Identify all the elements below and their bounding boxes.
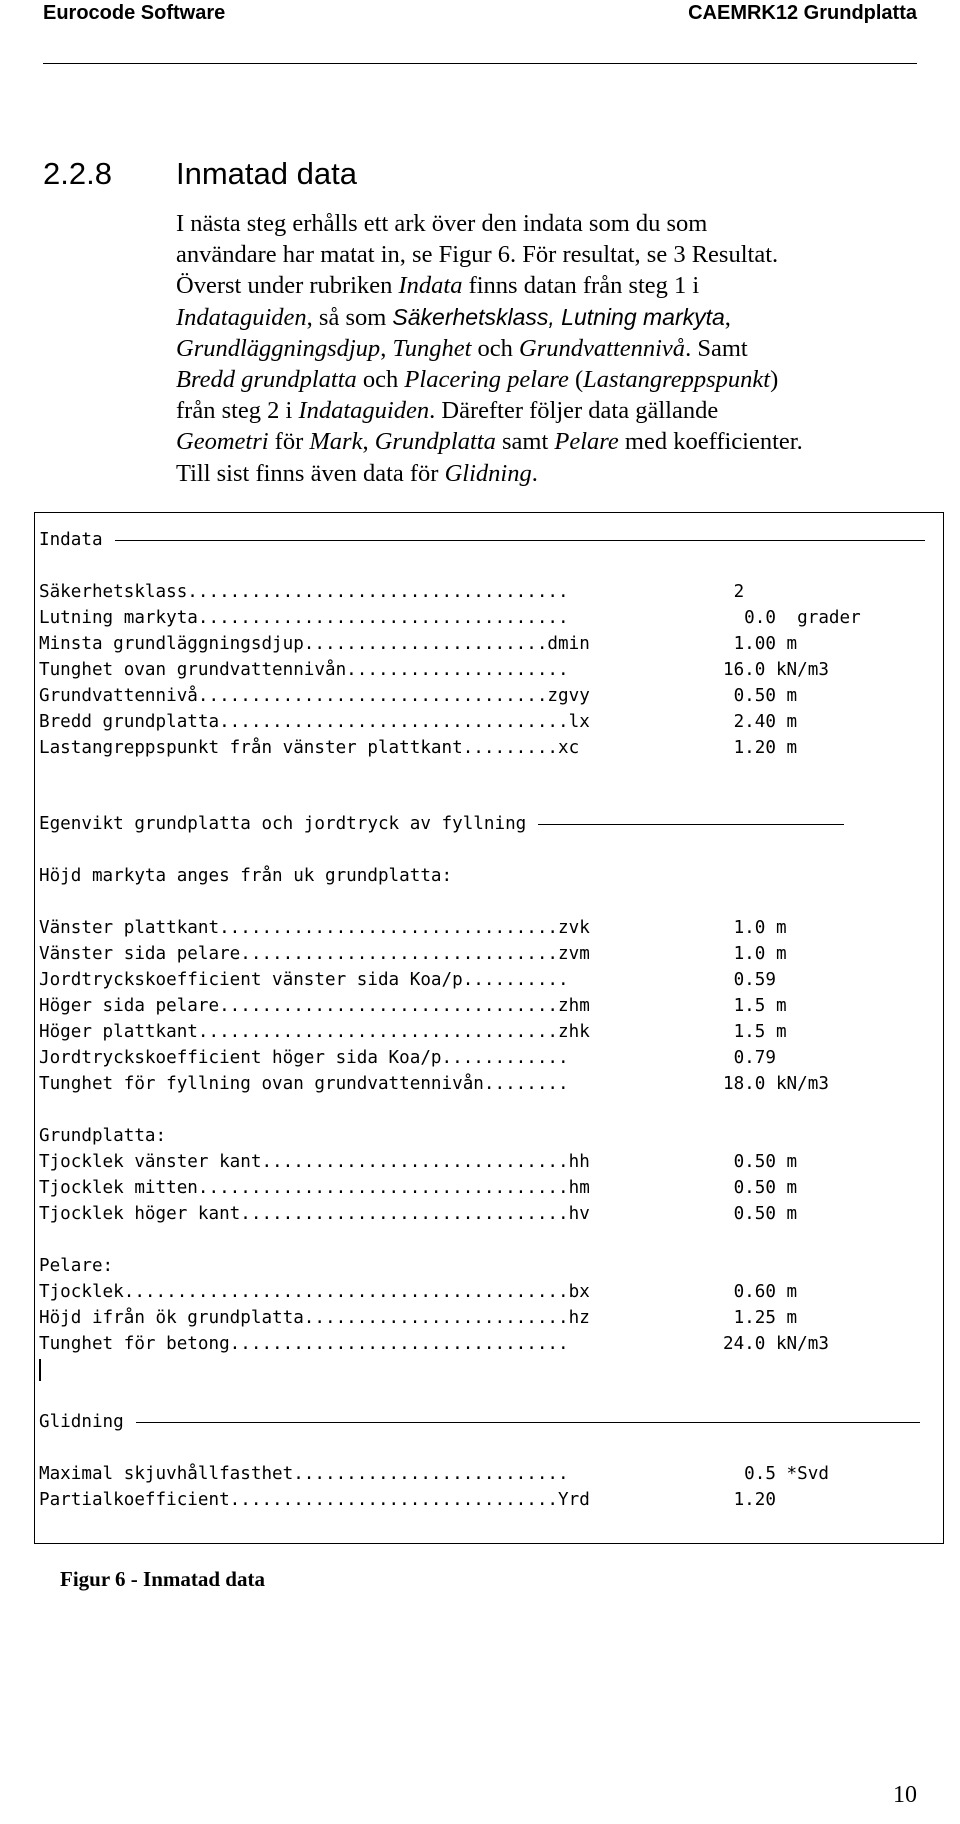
intro-line: Till sist finns även data för Glidning. [176,459,538,487]
data-row: Tunghet ovan grundvattennivån..................... 16.0 kN/m3 [39,660,829,680]
intro-line: Indataguiden, så som Säkerhetsklass, Lutning markyta, [176,303,731,331]
data-row: Maximal skjuvhållfasthet.......................... 0.5 *Svd [39,1464,829,1484]
intro-paragraph [176,208,936,489]
header-rule [43,63,917,64]
data-row: Jordtryckskoefficient höger sida Koa/p............ 0.79 [39,1048,776,1068]
heading-rule [115,540,925,541]
data-row: Höger plattkant..................................zhk 1.5 m [39,1022,787,1042]
data-row: Tjocklek..........................................bx 0.60 m [39,1282,798,1302]
data-row: Höger sida pelare................................zhm 1.5 m [39,996,787,1016]
data-row: Höjd ifrån ök grundplatta.........................hz 1.25 m [39,1308,798,1328]
figure-caption: Figur 6 - Inmatad data [60,1567,265,1591]
data-row: Tunghet för betong................................ 24.0 kN/m3 [39,1334,829,1354]
intro-line: Överst under rubriken Indata finns datan från steg 1 i [176,272,700,300]
intro-line: Bredd grundplatta och Placering pelare (Lastangreppspunkt) [176,366,779,394]
data-row: Lutning markyta................................... 0.0 grader [39,608,861,628]
indata-heading-row [39,527,925,553]
data-row: Säkerhetsklass.................................... 2 [39,582,745,602]
egenvikt-heading-row [39,811,844,837]
grundplatta-heading: Grundplatta: [39,1126,167,1146]
intro-line: Geometri för Mark, Grundplatta samt Pelare med koefficienter. [176,428,803,456]
section-title: Inmatad data [176,156,357,191]
pelare-heading: Pelare: [39,1256,114,1276]
indata-heading: Indata [39,530,103,550]
figure-indata-sheet [34,512,944,1544]
data-row: Tunghet för fyllning ovan grundvattennivån........ 18.0 kN/m3 [39,1074,829,1094]
egenvikt-heading: Egenvikt grundplatta och jordtryck av fyllning [39,814,527,834]
glidning-heading: Glidning [39,1412,124,1432]
glidning-heading-row [39,1409,920,1435]
data-row: Bredd grundplatta.................................lx 2.40 m [39,712,798,732]
data-row: Grundvattennivå.................................zgvy 0.50 m [39,686,798,706]
data-row: Minsta grundläggningsdjup.......................dmin 1.00 m [39,634,798,654]
intro-line: I nästa steg erhålls ett ark över den indata som du som [176,210,708,237]
data-row: Partialkoefficient...............................Yrd 1.20 [39,1490,776,1510]
egenvikt-subheading: Höjd markyta anges från uk grundplatta: [39,866,453,886]
section-number: 2.2.8 [43,156,112,191]
data-row: Vänster sida pelare..............................zvm 1.0 m [39,944,787,964]
intro-line: från steg 2 i Indataguiden. Därefter följer data gällande [176,397,719,425]
data-row: Jordtryckskoefficient vänster sida Koa/p.......... 0.59 [39,970,776,990]
page-number: 10 [893,1782,917,1808]
header-right: CAEMRK12 Grundplatta [688,2,917,24]
intro-line: Grundläggningsdjup, Tunghet och Grundvattennivå. Samt [176,334,748,362]
data-row: Lastangreppspunkt från vänster plattkant.........xc 1.20 m [39,738,798,758]
intro-line: användare har matat in, se Figur 6. För resultat, se 3 Resultat. [176,241,779,269]
data-row: Tjocklek vänster kant.............................hh 0.50 m [39,1152,798,1172]
heading-rule [136,1422,920,1423]
heading-rule [538,824,844,825]
data-row: Tjocklek mitten...................................hm 0.50 m [39,1178,798,1198]
text-cursor [39,1359,41,1381]
header-left: Eurocode Software [43,2,226,24]
data-row: Tjocklek höger kant...............................hv 0.50 m [39,1204,798,1224]
data-row: Vänster plattkant................................zvk 1.0 m [39,918,787,938]
